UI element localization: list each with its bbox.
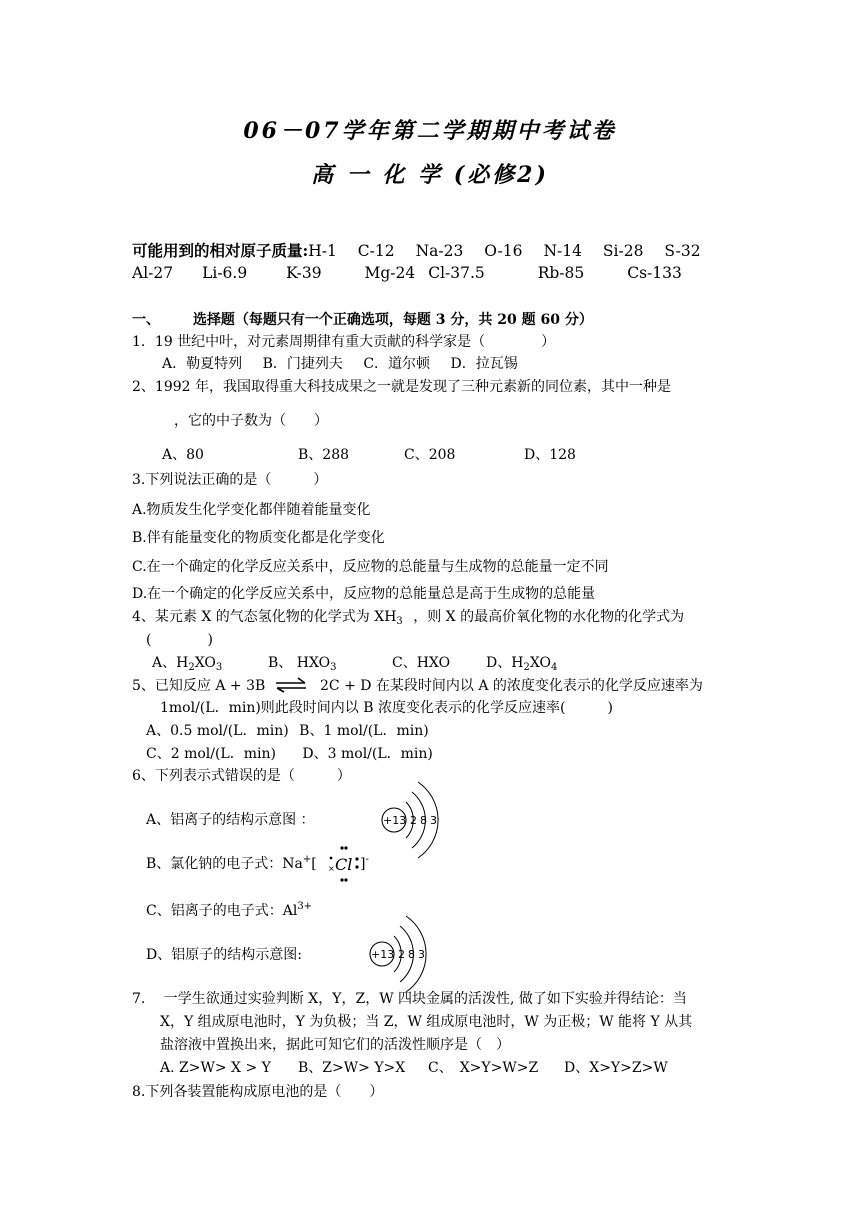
q2-option-d: D、128 (524, 447, 576, 463)
q3-stem: 3.下列说法正确的是（ ） (132, 472, 328, 488)
cross-electron: × (328, 864, 335, 873)
q3-option-b: B.伴有能量变化的物质变化都是化学变化 (132, 530, 385, 546)
atomic-masses-row1: 可能用到的相对原子质量:H-1 C-12 Na-23 O-16 N-14 Si-28 S-32 (132, 241, 701, 260)
q3-option-c: C.在一个确定的化学反应关系中，反应物的总能量与生成物的总能量一定不同 (132, 559, 609, 575)
q5-stem-part1: 5、已知反应 A + 3B (132, 678, 266, 694)
q2-options: A、80 (162, 447, 204, 463)
q6-option-d: D、铝原子的结构示意图: (146, 947, 302, 963)
exam-title: 06－07学年第二学期期中考试卷 (243, 118, 617, 144)
shell-1-count: 2 (398, 948, 405, 961)
q1-options: A．勒夏特列 B．门捷列夫 C．道尔顿 D．拉瓦锡 (162, 356, 518, 372)
q8-stem: 8.下列各装置能构成原电池的是（ ） (132, 1084, 384, 1100)
q7-stem-line3: 盐溶液中置换出来，据此可知它们的活泼性顺序是（ ） (160, 1037, 510, 1053)
q4-option-d: D、$H_2XO_4$ (486, 655, 558, 673)
shell-3-count: 3 (430, 814, 437, 827)
al-ion-structure-diagram (372, 778, 452, 862)
q7-option-c: C、 X>Y>W>Z (428, 1060, 539, 1076)
q2-option-c: C、208 (404, 447, 456, 463)
nucleus-charge: +13 (383, 814, 407, 827)
q7-stem-line1: 7. 一学生欲通过实验判断 X，Y，Z，W 四块金属的活泼性, 做了如下实验并得结论：当 (132, 991, 687, 1007)
shell-2-count: 8 (408, 948, 415, 961)
chlorine-symbol: Cl (335, 855, 353, 874)
shell-2-count: 8 (420, 814, 427, 827)
shell-1-count: 2 (410, 814, 417, 827)
al-atom-structure-diagram (360, 912, 440, 996)
q7-stem-line2: X，Y 组成原电池时，Y 为负极；当 Z，W 组成原电池时，W 为正极；W 能将 Y 从其 (160, 1014, 693, 1030)
q5-options-row1: A、0.5 mol/(L．min) B、1 mol/(L．min) (146, 723, 429, 739)
q5-options-row2: C、2 mol/(L．min) D、3 mol/(L．min) (146, 746, 433, 762)
q2-stem-continued: ，它的中子数为（ ） (174, 413, 328, 429)
q2-stem: 2、1992 年，我国取得重大科技成果之一就是发现了三种元素新的同位素，其中一种是 (132, 379, 671, 395)
q4-stem-continued: ( ) (146, 632, 213, 648)
q6-stem: 6、下列表示式错误的是（ ） (132, 768, 351, 784)
q6-option-a: A、铝离子的结构示意图 ： (146, 812, 315, 828)
q6-option-c: C、铝离子的电子式：$Al^{3+}$ (146, 901, 313, 919)
shell-3-count: 3 (418, 948, 425, 961)
chloride-electron-dots (328, 844, 364, 884)
q6-option-b: B、氯化钠的电子式：Na+[ (146, 854, 317, 872)
q1-stem: 1．19 世纪中叶，对元素周期律有重大贡献的科学家是（ ） (132, 334, 556, 350)
exam-subtitle: 高 一 化 学 (必修2) (311, 162, 549, 188)
q4-option-b: B、 $HXO_3$ (268, 655, 337, 673)
reversible-arrow-icon (274, 677, 308, 693)
q5-stem-continued: 1mol/(L．min)则此段时间内以 B 浓度变化表示的化学反应速率( ) (160, 700, 613, 716)
q7-option-a: A. Z>W> X > Y (160, 1060, 271, 1076)
q4-option-c: C、HXO (392, 655, 451, 671)
q6-option-b-bracket: ]- (360, 854, 369, 872)
q2-option-b: B、288 (298, 447, 350, 463)
q5-stem-part2: 2C + D 在某段时间内以 A 的浓度变化表示的化学反应速率为 (320, 678, 703, 694)
atomic-masses-row2: Al-27 Li-6.9 K-39 Mg-24 Cl-37.5 Rb-85 Cs-133 (132, 264, 682, 282)
q3-option-a: A.物质发生化学变化都伴随着能量变化 (132, 502, 371, 518)
masses-label: 可能用到的相对原子质量: (132, 241, 309, 260)
q4-option-a: A、$H_2XO_3$ (152, 655, 223, 673)
q7-option-d: D、X>Y>Z>W (564, 1060, 668, 1076)
q7-option-b: B、Z>W> Y>X (298, 1060, 406, 1076)
q3-option-d: D.在一个确定的化学反应关系中，反应物的总能量总是高于生成物的总能量 (132, 586, 596, 602)
section-heading: 一、 选择题（每题只有一个正确选项，每题 3 分，共 20 题 60 分） (132, 312, 593, 328)
q4-stem: 4、某元素 X 的气态氢化物的化学式为 $XH_3$ ，则 X 的最高价氧化物的水化物的化学式为 (132, 609, 685, 627)
nucleus-charge: +13 (371, 948, 395, 961)
